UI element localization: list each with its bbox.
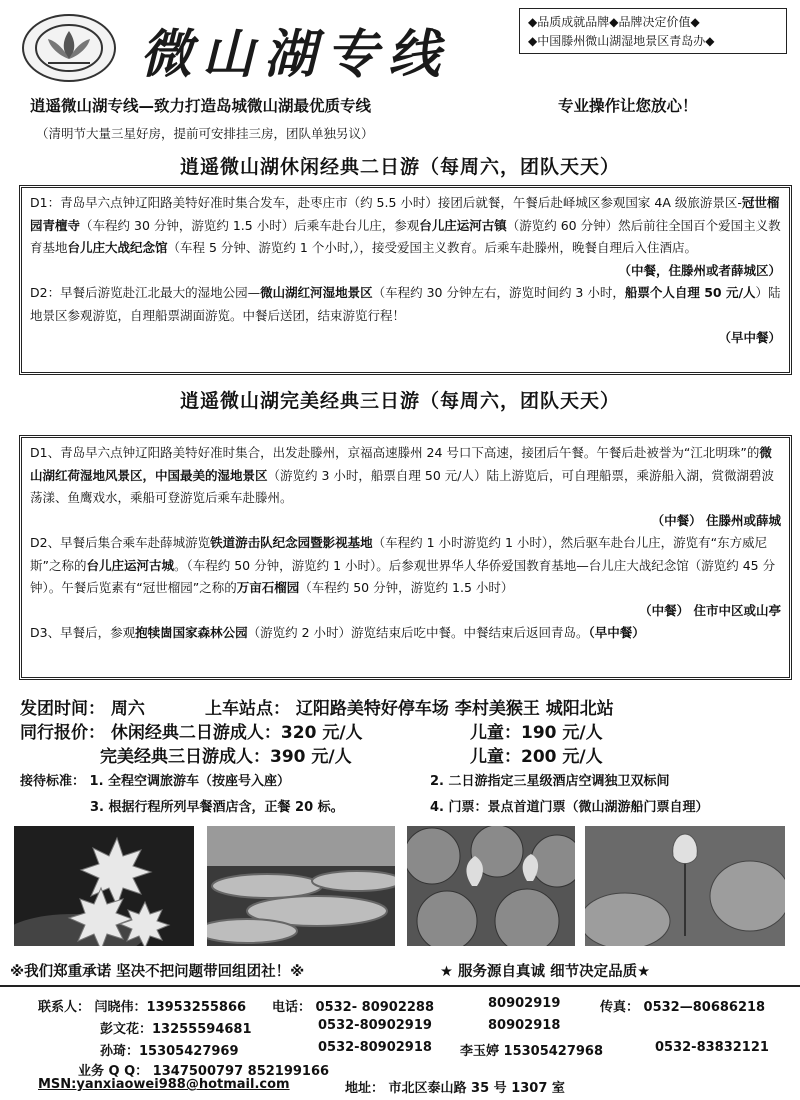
tour2-day1-meal: （中餐，住滕州或者薛城区）	[618, 262, 781, 278]
brand-line: ◆中国滕州微山湖湿地景区青岛办◆	[528, 34, 715, 48]
tour3-day1-meal: （中餐） 住滕州或薛城	[651, 512, 781, 528]
tour2-heading: 逍遥微山湖休闲经典二日游（每周六，团队天天）	[179, 156, 620, 178]
contact-1: 闫晓伟：13953255866	[94, 1000, 247, 1015]
brand-line: ◆品质成就品牌◆品牌决定价值◆	[528, 15, 700, 29]
tagline-right: 专业操作让您放心！	[558, 97, 698, 115]
fax-label: 传真：	[600, 1000, 640, 1015]
tour2-itinerary	[19, 185, 792, 375]
standard-2: 2. 二日游指定三星级酒店空调独卫双标间	[430, 774, 670, 789]
lily-pad-photo	[207, 826, 395, 946]
price-row-1	[20, 718, 363, 743]
tel-label: 电话：	[272, 1000, 312, 1015]
tour2-day2: D2：早餐后游览赴江北最大的湿地公园—微山湖红河湿地景区（车程约 30 分钟左右，游览时间约 3 小时，船票个人自理 50 元/人）陆地景区参观游览，自理船票湖面游览。中餐后送团，结束游览行程！	[30, 285, 781, 323]
depart-label: 发团时间：	[20, 699, 105, 719]
tour2-day1: D1：青岛早六点钟辽阳路美特好准时集合发车，赴枣庄市（约 5.5 小时）接团后就餐，午餐后赴峄城区参观国家 4A 级旅游景区-冠世榴园青檀寺（车程约 30 分钟，游览约 1.5 小时）后乘车赴台儿庄，参观台儿庄运河古镇（游览约 60 分钟）然后前往全国百个爱国主义教育基地台儿庄大战纪念馆（车程 5 分钟、游览约 1 个小时,），接受爱国主义教育。后乘车赴滕州，晚餐自理后入住酒店。	[30, 195, 781, 255]
lotus-photo-2	[407, 826, 575, 946]
fax: 传真： 0532—80686218	[600, 1000, 766, 1015]
tel-4: 0532-83832121	[655, 1040, 769, 1055]
tour3-day2: D2、早餐后集合乘车赴薛城游览铁道游击队纪念园暨影视基地（车程约 1 小时游览约 1 小时），然后驱车赴台儿庄，游览有“东方威尼斯”之称的台儿庄运河古城。（车程约 50 分钟，游览约 1 小时）。后参观世界华人华侨爱国教育基地—台儿庄大战纪念馆（游览约 45 分钟）。午餐后览素有“冠世榴园”之称的万亩石榴园（车程约 50 分钟，游览约 1.5 小时）	[30, 535, 776, 595]
lotus-photo-3	[585, 826, 785, 946]
tel-2b: 80902918	[488, 1018, 561, 1033]
note: （清明节大量三星好房，提前可安排挂三房，团队单独另议）	[36, 126, 374, 141]
contact-2: 彭文花：13255594681	[100, 1022, 252, 1037]
tour3-heading: 逍遥微山湖完美经典三日游（每周六，团队天天）	[179, 390, 620, 412]
tagline: 逍遥微山湖专线—致力打造岛城微山湖最优质专线	[30, 97, 372, 115]
station-row	[205, 694, 614, 719]
contact-4: 李玉婷 15305427968	[460, 1044, 604, 1059]
station-value: 辽阳路美特好停车场 李村美猴王 城阳北站	[295, 699, 614, 719]
tel-1: 电话： 0532- 80902288	[272, 1000, 435, 1015]
lotus-photo-1	[14, 826, 194, 946]
lotus-logo-icon	[34, 23, 104, 73]
page-title: 微山湖专线	[140, 24, 451, 85]
child-price-2day: 儿童：190 元/人	[470, 723, 603, 743]
qq: 业务 Q Q： 1347500797 852199166	[78, 1064, 330, 1079]
divider	[0, 985, 800, 987]
address: 地址： 市北区泰山路 35 号 1307 室	[345, 1081, 565, 1096]
tour3-itinerary	[19, 435, 792, 680]
price-2day: 休闲经典二日游成人：320 元/人	[110, 723, 363, 743]
tel-2: 0532-80902919	[318, 1018, 432, 1033]
msn-link[interactable]: MSN:yanxiaowei988@hotmail.com	[38, 1077, 290, 1092]
standard-1: 接待标准： 1. 全程空调旅游车（按座号入座）	[20, 774, 291, 789]
tour3-day2-meal: （中餐） 住市中区或山亭	[639, 602, 781, 618]
contact-3: 孙琦：15305427969	[100, 1044, 239, 1059]
tel-3: 0532-80902918	[318, 1040, 432, 1055]
promise-right: ★ 服务源自真诚 细节决定品质★	[440, 964, 651, 980]
tel-1b: 80902919	[488, 996, 561, 1011]
brand-box	[519, 8, 787, 54]
standard-4: 4. 门票：景点首道门票（微山湖游船门票自理）	[430, 800, 709, 815]
depart-row	[20, 694, 145, 719]
contacts-label: 联系人：	[38, 1000, 91, 1015]
tour3-day3: D3、早餐后，参观抱犊崮国家森林公园（游览约 2 小时）游览结束后吃中餐。中餐结束后返回青岛。（早中餐）	[30, 625, 645, 640]
station-label: 上车站点：	[205, 699, 290, 719]
tour2-day2-meal: （早中餐）	[718, 330, 781, 345]
standard-3: 3. 根据行程所列早餐酒店含，正餐 20 标。	[90, 800, 344, 815]
depart-value: 周六	[110, 699, 145, 719]
price-label: 同行报价：	[20, 723, 105, 743]
child-price-3day: 儿童：200 元/人	[470, 747, 603, 767]
standards-label: 接待标准：	[20, 774, 86, 789]
logo	[22, 14, 116, 82]
price-3day: 完美经典三日游成人：390 元/人	[100, 747, 352, 767]
contact-row-1	[38, 996, 246, 1015]
tour3-day1: D1、青岛早六点钟辽阳路美特好准时集合，出发赴滕州，京福高速滕州 24 号口下高速，接团后午餐。午餐后赴被誉为“江北明珠”的微山湖红荷湿地风景区，中国最美的湿地景区（游览约 3 小时，船票自理 50 元/人）陆上游览后，可自理船票，乘游船入湖，赏微湖碧波荡漾、鱼鹰戏水，乘船可登游览后乘车赴滕州。	[30, 445, 774, 505]
promise-left: ※我们郑重承诺 坚决不把问题带回组团社！※	[10, 964, 305, 980]
